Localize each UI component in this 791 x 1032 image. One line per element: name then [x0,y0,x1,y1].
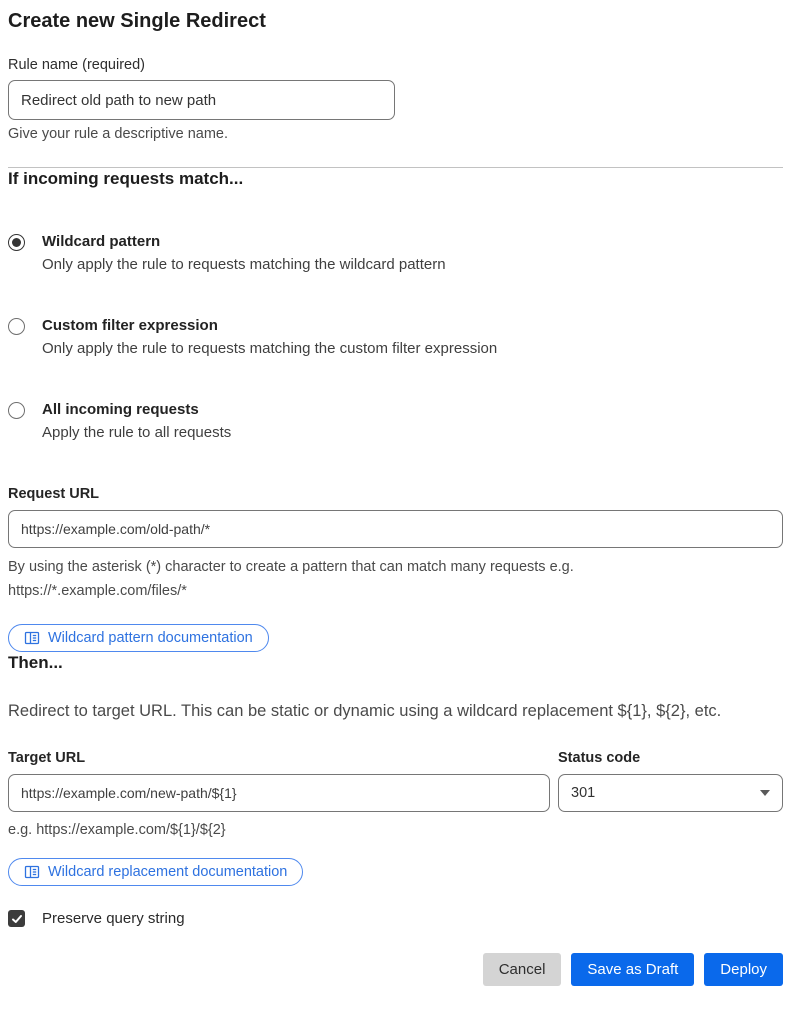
form-actions [8,953,783,986]
then-section-description: Redirect to target URL. This can be static or dynamic using a wildcard replacement ${1}, ${2}, etc. [8,702,722,720]
radio-button[interactable] [8,318,25,335]
target-url-label: Target URL [8,750,86,766]
request-url-input[interactable] [8,510,783,548]
rule-name-label: Rule name (required) [8,57,146,73]
request-url-help-line2: https://*.example.com/files/* [8,583,187,599]
target-url-input[interactable] [8,774,550,812]
radio-option-all-incoming-requests[interactable] [8,400,783,444]
radio-option-text [42,232,446,276]
radio-option-label: Custom filter expression [42,317,218,334]
then-section-heading: Then... [8,653,63,672]
target-url-column [8,749,550,812]
rule-name-help: Give your rule a descriptive name. [8,126,229,142]
radio-option-description: Apply the rule to all requests [42,424,232,441]
status-code-value: 301 [571,785,596,801]
status-code-column [558,749,783,812]
radio-option-description: Only apply the rule to requests matching the custom filter expression [42,340,498,357]
radio-button-selected[interactable] [8,234,25,251]
book-icon [24,630,40,646]
request-url-help [8,555,783,603]
radio-option-description: Only apply the rule to requests matching the wildcard pattern [42,256,446,273]
radio-button[interactable] [8,402,25,419]
wildcard-pattern-docs-label: Wildcard pattern documentation [48,630,253,646]
page-title: Create new Single Redirect [8,10,266,32]
book-icon [24,864,40,880]
deploy-button[interactable]: Deploy [704,953,783,986]
wildcard-pattern-docs-button[interactable] [8,624,269,652]
cancel-button[interactable]: Cancel [483,953,562,986]
radio-option-text [42,400,231,444]
preserve-query-string-label: Preserve query string [42,910,185,927]
request-url-label: Request URL [8,486,100,502]
save-as-draft-button[interactable]: Save as Draft [571,953,694,986]
status-code-select[interactable] [558,774,783,812]
rule-name-input[interactable] [8,80,395,120]
radio-option-wildcard-pattern[interactable] [8,232,783,276]
match-section-heading: If incoming requests match... [8,169,244,188]
radio-option-label: All incoming requests [42,401,199,418]
checkbox-checked[interactable] [8,910,25,927]
status-code-label: Status code [558,750,641,766]
target-url-help: e.g. https://example.com/${1}/${2} [8,822,226,838]
radio-option-label: Wildcard pattern [42,233,161,250]
radio-option-text [42,316,497,360]
check-icon [11,913,23,925]
preserve-query-string-option[interactable] [8,910,783,927]
request-url-help-line1: By using the asterisk (*) character to create a pattern that can match many requests e.g. [8,559,574,575]
target-row [8,749,783,812]
radio-option-custom-filter-expression[interactable] [8,316,783,360]
radio-dot [12,238,21,247]
wildcard-replacement-docs-button[interactable] [8,858,303,886]
chevron-down-icon [760,790,770,796]
wildcard-replacement-docs-label: Wildcard replacement documentation [48,864,288,880]
